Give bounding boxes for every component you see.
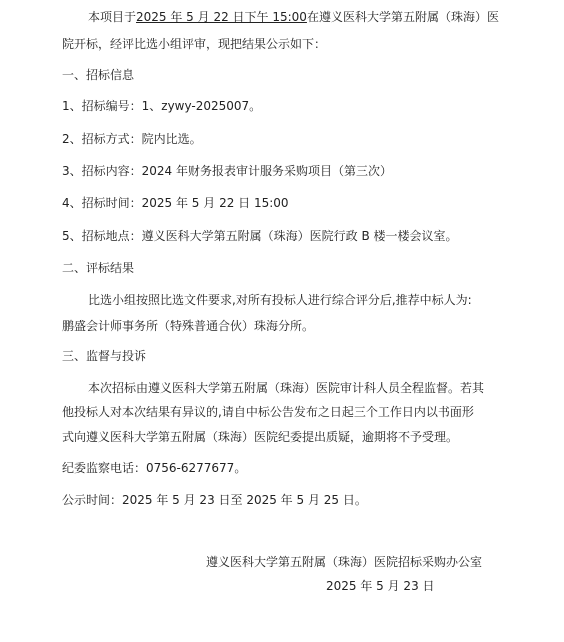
section1-heading: 一、招标信息: [62, 68, 135, 82]
section1-item-5: 5、招标地点：遵义医科大学第五附属（珠海）医院行政 B 楼一楼会议室。: [62, 229, 458, 243]
section3-heading: 三、监督与投诉: [62, 349, 147, 363]
section1-item-1: 1、招标编号：1、zywy-2025007。: [62, 99, 262, 113]
signature-org: 遵义医科大学第五附属（珠海）医院招标采购办公室: [206, 555, 483, 569]
section1-item-3: 3、招标内容：2024 年财务报表审计服务采购项目（第三次）: [62, 164, 392, 178]
publicity-period: 公示时间：2025 年 5 月 23 日至 2025 年 5 月 25 日。: [62, 493, 367, 507]
section3-line-2: 他投标人对本次结果有异议的,请自中标公告发布之日起三个工作日内以书面形: [62, 405, 474, 419]
section1-item-2: 2、招标方式：院内比选。: [62, 132, 202, 146]
intro-text-before: 本项目于: [88, 10, 137, 24]
intro-line-1: [88, 9, 499, 25]
section3-line-3: 式向遵义医科大学第五附属（珠海）医院纪委提出质疑，逾期将不予受理。: [62, 430, 459, 444]
section2-line-2: 鹏盛会计师事务所（特殊普通合伙）珠海分所。: [62, 319, 315, 333]
intro-line-2: 院开标，经评比选小组评审，现把结果公示如下：: [62, 37, 327, 51]
signature-date: 2025 年 5 月 23 日: [326, 579, 435, 593]
intro-text-after: 在遵义医科大学第五附属（珠海）医: [306, 10, 499, 24]
hotline: 纪委监察电话：0756-6277677。: [62, 461, 247, 475]
section3-line-1: 本次招标由遵义医科大学第五附属（珠海）医院审计科人员全程监督。若其: [88, 381, 485, 395]
intro-date: 2025 年 5 月 22 日下午 15:00: [136, 10, 307, 24]
section2-line-1: 比选小组按照比选文件要求,对所有投标人进行综合评分后,推荐中标人为:: [88, 293, 472, 307]
section1-item-4: 4、招标时间：2025 年 5 月 22 日 15:00: [62, 196, 289, 210]
section2-heading: 二、评标结果: [62, 261, 135, 275]
